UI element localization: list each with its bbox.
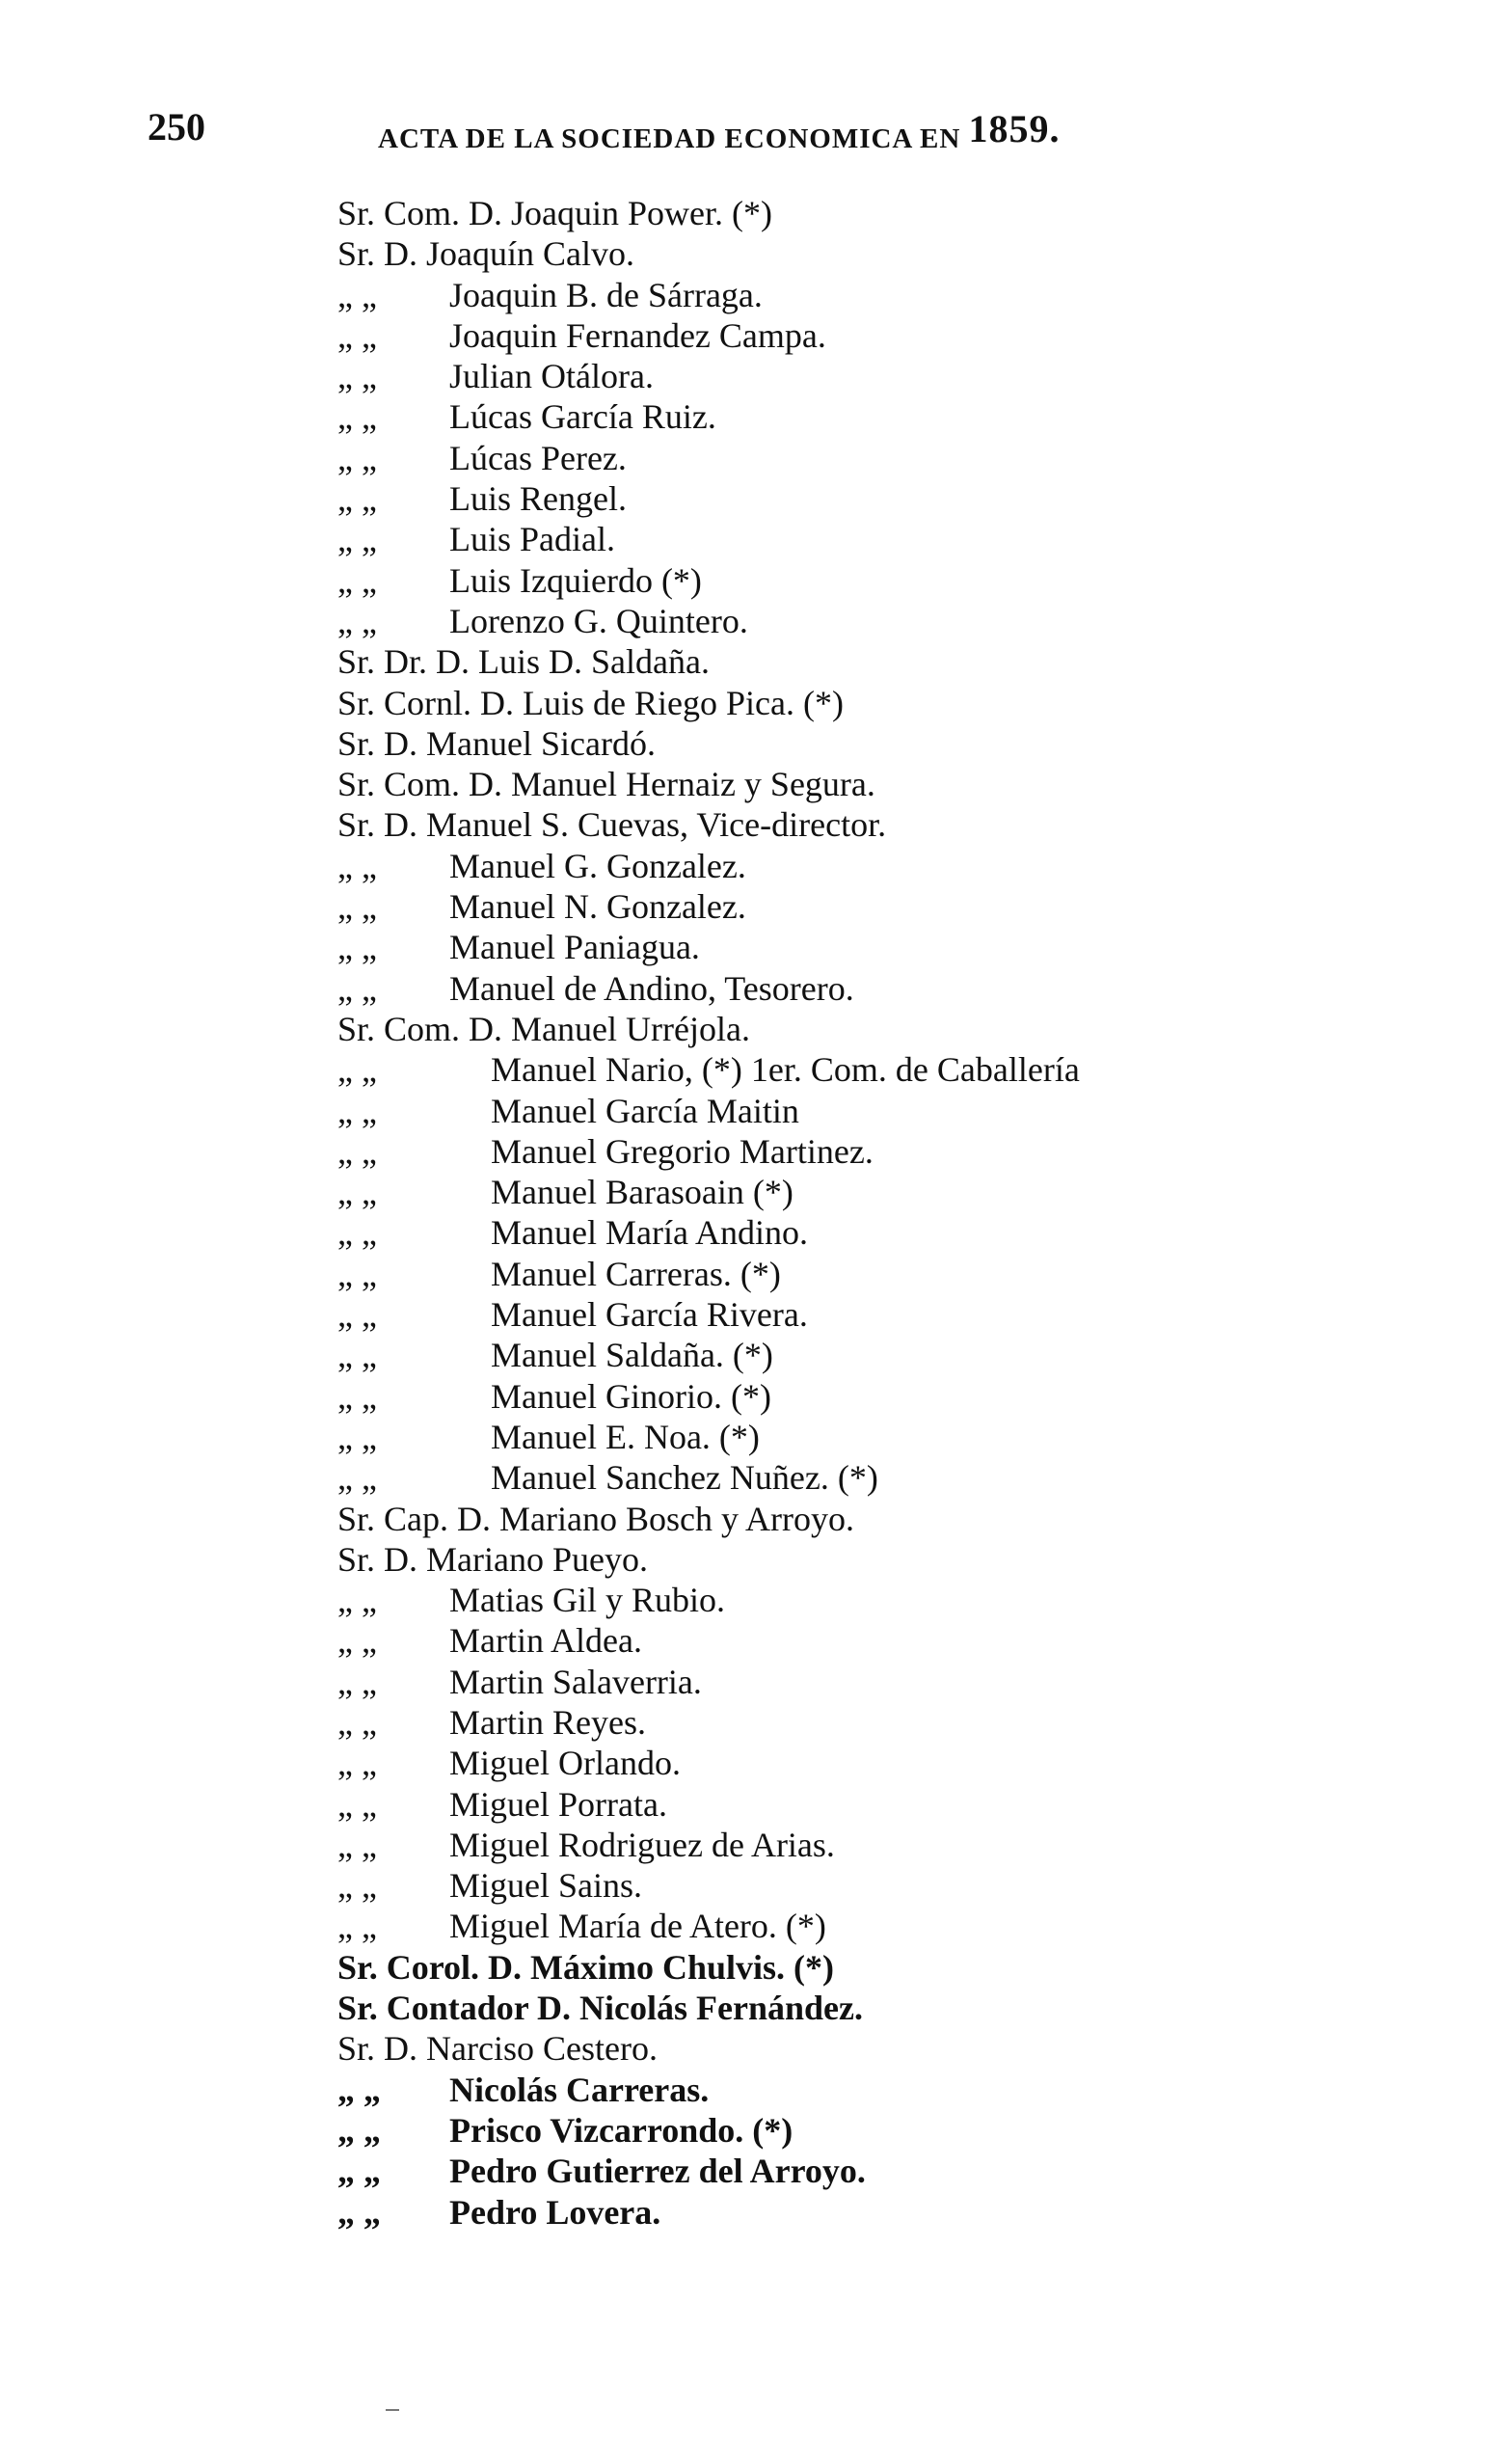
ditto-mark: „ „	[337, 1702, 377, 1742]
member-name: Sr. D. Joaquín Calvo.	[337, 234, 635, 274]
member-name: Prisco Vizcarrondo. (*)	[449, 2110, 793, 2150]
list-item	[0, 1172, 1506, 1212]
list-item	[0, 1049, 1506, 1090]
member-name: Manuel García Maitin	[491, 1091, 799, 1130]
member-name: Joaquin Fernandez Campa.	[449, 315, 826, 355]
ditto-mark: „ „	[337, 1621, 377, 1661]
member-name: Sr. Com. D. Manuel Urréjola.	[337, 1009, 750, 1048]
list-item	[0, 1865, 1506, 1906]
member-name: Luis Rengel.	[449, 479, 627, 519]
ditto-mark: „ „	[337, 1907, 377, 1946]
page-header	[0, 104, 1506, 162]
ditto-mark: „ „	[337, 1336, 377, 1375]
ditto-mark: „ „	[337, 560, 377, 600]
member-name: Sr. Com. D. Joaquin Power. (*)	[337, 194, 773, 232]
member-name: Nicolás Carreras.	[449, 2070, 710, 2109]
list-item	[0, 1212, 1506, 1253]
page-number: 250	[148, 105, 205, 149]
list-item	[0, 2151, 1506, 2191]
list-item	[0, 886, 1506, 927]
member-name: Manuel Paniagua.	[449, 928, 700, 967]
ditto-mark: „ „	[337, 1091, 377, 1130]
member-name: Manuel Sanchez Nuñez. (*)	[491, 1458, 878, 1498]
list-item	[0, 1294, 1506, 1335]
ditto-mark: „ „	[337, 1295, 377, 1335]
ditto-mark: „ „	[337, 1662, 377, 1701]
ditto-mark: „ „	[337, 397, 377, 437]
list-item	[0, 356, 1506, 396]
list-item	[0, 1580, 1506, 1620]
member-name: Julian Otálora.	[449, 357, 654, 396]
ditto-mark: „ „	[337, 1376, 377, 1416]
list-item	[0, 2192, 1506, 2233]
list-item	[0, 683, 1506, 723]
ditto-mark: „ „	[337, 1825, 377, 1864]
list-item	[0, 2028, 1506, 2069]
member-name: Manuel G. Gonzalez.	[449, 846, 746, 885]
list-item	[0, 1009, 1506, 1049]
member-name: Lorenzo G. Quintero.	[449, 601, 748, 640]
ditto-mark: „ „	[337, 1744, 377, 1783]
list-item	[0, 1376, 1506, 1417]
list-item	[0, 804, 1506, 845]
member-name: Miguel Orlando.	[449, 1744, 681, 1783]
list-item	[0, 2110, 1506, 2151]
list-item	[0, 1335, 1506, 1375]
ditto-mark: „ „	[337, 601, 377, 640]
ditto-mark: „ „	[337, 1131, 377, 1171]
member-name: Manuel Ginorio. (*)	[491, 1376, 771, 1416]
member-name: Sr. Com. D. Manuel Hernaiz y Segura.	[337, 765, 875, 804]
list-item	[0, 1825, 1506, 1865]
list-item	[0, 1417, 1506, 1457]
member-name: Sr. D. Manuel S. Cuevas, Vice-director.	[337, 805, 887, 845]
list-item	[0, 1743, 1506, 1783]
list-item	[0, 1254, 1506, 1294]
member-name: Manuel Gregorio Martinez.	[491, 1131, 874, 1171]
list-item	[0, 2070, 1506, 2110]
ditto-mark: „ „	[337, 1173, 377, 1212]
ditto-mark: „ „	[337, 275, 377, 314]
member-name: Manuel de Andino, Tesorero.	[449, 968, 854, 1008]
list-item	[0, 1784, 1506, 1825]
ditto-mark: „ „	[337, 1050, 377, 1090]
ditto-mark: „ „	[337, 1213, 377, 1253]
ditto-mark: „ „	[337, 1866, 377, 1906]
ditto-mark: „ „	[337, 1458, 377, 1498]
ditto-mark: „ „	[337, 357, 377, 396]
member-name: Manuel García Rivera.	[491, 1295, 808, 1335]
ditto-mark: „ „	[337, 479, 377, 519]
member-name: Miguel Sains.	[449, 1866, 643, 1906]
list-item	[0, 315, 1506, 356]
running-title-text: ACTA DE LA SOCIEDAD ECONOMICA EN	[378, 123, 961, 154]
list-item	[0, 193, 1506, 233]
ditto-mark: „ „	[337, 1254, 377, 1293]
list-item	[0, 846, 1506, 886]
member-name: Manuel Barasoain (*)	[491, 1173, 793, 1212]
list-item	[0, 601, 1506, 641]
ditto-mark: „ „	[337, 928, 377, 967]
member-name: Miguel Porrata.	[449, 1784, 667, 1824]
ditto-mark: „ „	[337, 1581, 377, 1620]
list-item	[0, 275, 1506, 315]
member-name: Pedro Gutierrez del Arroyo.	[449, 2152, 866, 2191]
member-name: Manuel Nario, (*) 1er. Com. de Caballería	[491, 1050, 1080, 1090]
list-item	[0, 1499, 1506, 1539]
list-item	[0, 478, 1506, 519]
list-item	[0, 723, 1506, 764]
running-year: 1859.	[968, 107, 1061, 150]
ditto-mark: „ „	[337, 520, 377, 559]
list-item	[0, 1091, 1506, 1131]
member-name: Sr. Cornl. D. Luis de Riego Pica. (*)	[337, 683, 844, 722]
list-item	[0, 968, 1506, 1009]
member-name: Miguel Rodriguez de Arias.	[449, 1825, 835, 1864]
list-item	[0, 1457, 1506, 1498]
list-item	[0, 641, 1506, 682]
member-name: Manuel Saldaña. (*)	[491, 1336, 773, 1375]
member-name: Sr. D. Narciso Cestero.	[337, 2029, 658, 2069]
member-name: Sr. Contador D. Nicolás Fernández.	[337, 1989, 864, 2028]
member-name: Sr. D. Manuel Sicardó.	[337, 723, 656, 763]
ditto-mark: „ „	[337, 1784, 377, 1824]
ditto-mark: „ „	[337, 887, 377, 927]
member-name: Manuel N. Gonzalez.	[449, 887, 746, 927]
ditto-mark: „ „	[337, 968, 377, 1008]
running-title	[378, 107, 1061, 157]
member-name: Pedro Lovera.	[449, 2192, 661, 2232]
member-name: Sr. Dr. D. Luis D. Saldaña.	[337, 642, 710, 682]
member-name: Sr. Corol. D. Máximo Chulvis. (*)	[337, 1947, 835, 1987]
member-name: Martin Salaverria.	[449, 1662, 702, 1701]
list-item	[0, 233, 1506, 274]
ditto-mark: „ „	[337, 2070, 381, 2109]
member-name: Manuel E. Noa. (*)	[491, 1417, 760, 1456]
member-name: Martin Reyes.	[449, 1702, 646, 1742]
member-name: Miguel María de Atero. (*)	[449, 1907, 826, 1946]
member-name: Manuel María Andino.	[491, 1213, 808, 1253]
ditto-mark: „ „	[337, 2110, 381, 2150]
member-name: Lúcas García Ruiz.	[449, 397, 716, 437]
ditto-mark: „ „	[337, 438, 377, 477]
ditto-mark: „ „	[337, 2152, 381, 2191]
member-name: Luis Padial.	[449, 520, 615, 559]
ditto-mark: „ „	[337, 315, 377, 355]
ditto-mark: „ „	[337, 846, 377, 885]
member-name: Lúcas Perez.	[449, 438, 627, 477]
member-name: Matias Gil y Rubio.	[449, 1581, 725, 1620]
member-name: Joaquin B. de Sárraga.	[449, 275, 763, 314]
member-name: Manuel Carreras. (*)	[491, 1254, 781, 1293]
ditto-mark: „ „	[337, 2192, 381, 2232]
member-name: Martin Aldea.	[449, 1621, 642, 1661]
member-name: Sr. D. Mariano Pueyo.	[337, 1539, 648, 1579]
member-name: Sr. Cap. D. Mariano Bosch y Arroyo.	[337, 1499, 854, 1538]
list-item	[0, 927, 1506, 967]
ditto-mark: „ „	[337, 1417, 377, 1456]
list-item	[0, 1988, 1506, 2028]
list-item	[0, 764, 1506, 804]
list-item	[0, 1620, 1506, 1661]
list-item	[0, 1539, 1506, 1580]
list-item	[0, 519, 1506, 559]
list-item	[0, 1702, 1506, 1743]
list-item	[0, 438, 1506, 478]
list-item	[0, 1131, 1506, 1172]
list-item	[0, 396, 1506, 437]
list-item	[0, 1662, 1506, 1702]
member-name: Luis Izquierdo (*)	[449, 560, 702, 600]
list-item	[0, 1947, 1506, 1988]
footer-mark	[386, 2409, 399, 2411]
list-item	[0, 1906, 1506, 1946]
member-list	[0, 193, 1506, 2233]
list-item	[0, 560, 1506, 601]
